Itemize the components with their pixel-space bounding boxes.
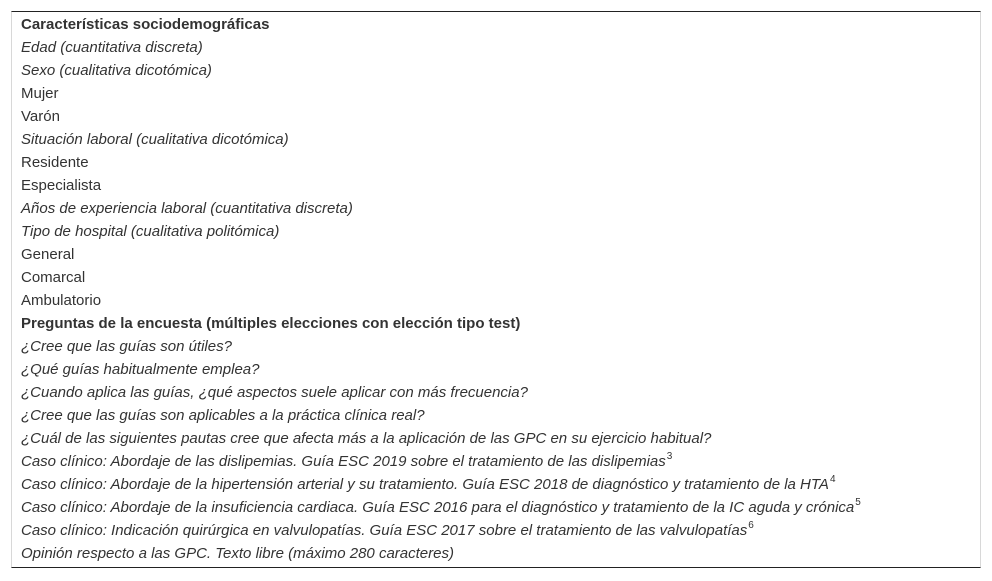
cell-text: Varón — [21, 108, 60, 125]
table-cell — [12, 289, 980, 312]
table-row — [12, 82, 980, 105]
section-heading-text: Características sociodemográficas — [21, 16, 270, 33]
cell-text: ¿Qué guías habitualmente emplea? — [21, 361, 260, 378]
table-cell — [12, 36, 980, 59]
table-cell — [12, 473, 980, 496]
table-body — [12, 12, 980, 567]
reference-superscript: 5 — [855, 497, 861, 508]
table-cell — [12, 59, 980, 82]
cell-text: Caso clínico: Abordaje de las dislipemias. Guía ESC 2019 sobre el tratamiento de las dislipemias — [21, 453, 666, 470]
cell-text: ¿Cree que las guías son útiles? — [21, 338, 232, 355]
table-row — [12, 542, 980, 567]
cell-text: Opinión respecto a las GPC. Texto libre (máximo 280 caracteres) — [21, 545, 454, 562]
table-cell — [12, 381, 980, 404]
table-row — [12, 36, 980, 59]
table-row — [12, 243, 980, 266]
table-cell — [12, 82, 980, 105]
table-cell — [12, 151, 980, 174]
table-row — [12, 12, 980, 36]
table-row — [12, 358, 980, 381]
cell-text: Especialista — [21, 177, 102, 194]
table-cell — [12, 404, 980, 427]
reference-superscript: 3 — [666, 451, 673, 462]
cell-text: Residente — [21, 154, 89, 171]
table-row — [12, 335, 980, 358]
cell-text: Caso clínico: Abordaje de la hipertensión arterial y su tratamiento. Guía ESC 2018 de diagnóstico y tratamiento de la HTA — [21, 476, 829, 493]
survey-variables-table — [11, 11, 981, 568]
section-heading-text: Preguntas de la encuesta (múltiples elecciones con elección tipo test) — [21, 315, 521, 332]
table-row — [12, 427, 980, 450]
cell-text: Edad (cuantitativa discreta) — [21, 39, 203, 56]
cell-text: Mujer — [21, 85, 59, 102]
table-cell — [12, 220, 980, 243]
reference-superscript: 6 — [748, 520, 754, 531]
table-row — [12, 381, 980, 404]
cell-text: Comarcal — [21, 269, 86, 286]
table-cell — [12, 496, 980, 519]
table-row — [12, 289, 980, 312]
section-heading-cell — [12, 12, 980, 36]
table-row — [12, 151, 980, 174]
cell-text: Años de experiencia laboral (cuantitativa discreta) — [21, 200, 353, 217]
cell-text: General — [21, 246, 75, 263]
cell-text: Ambulatorio — [21, 292, 102, 309]
table-cell — [12, 266, 980, 289]
table-row — [12, 59, 980, 82]
table-row — [12, 473, 980, 496]
table-row — [12, 266, 980, 289]
table-cell — [12, 427, 980, 450]
table-cell — [12, 105, 980, 128]
table-row — [12, 312, 980, 335]
table-cell — [12, 335, 980, 358]
table-row — [12, 220, 980, 243]
table-row — [12, 496, 980, 519]
table-row — [12, 174, 980, 197]
reference-superscript: 4 — [829, 474, 836, 485]
table-row — [12, 450, 980, 473]
table — [12, 12, 980, 567]
cell-text: Sexo (cualitativa dicotómica) — [21, 62, 212, 79]
cell-text: Situación laboral (cualitativa dicotómica) — [21, 131, 289, 148]
table-cell — [12, 450, 980, 473]
cell-text: ¿Cuando aplica las guías, ¿qué aspectos suele aplicar con más frecuencia? — [21, 384, 528, 401]
table-row — [12, 128, 980, 151]
cell-text: ¿Cuál de las siguientes pautas cree que afecta más a la aplicación de las GPC en su ejercicio habitual? — [21, 430, 712, 447]
table-cell — [12, 197, 980, 220]
table-cell — [12, 174, 980, 197]
cell-text: Caso clínico: Abordaje de la insuficiencia cardiaca. Guía ESC 2016 para el diagnóstico y tratamiento de la IC aguda y crónica — [21, 499, 855, 516]
cell-text: Tipo de hospital (cualitativa politómica) — [21, 223, 280, 240]
table-cell — [12, 519, 980, 542]
table-row — [12, 197, 980, 220]
table-cell — [12, 128, 980, 151]
table-cell — [12, 358, 980, 381]
section-heading-cell — [12, 312, 980, 335]
table-cell — [12, 243, 980, 266]
cell-text: ¿Cree que las guías son aplicables a la práctica clínica real? — [21, 407, 425, 424]
table-cell — [12, 542, 980, 567]
table-row — [12, 519, 980, 542]
table-row — [12, 105, 980, 128]
cell-text: Caso clínico: Indicación quirúrgica en valvulopatías. Guía ESC 2017 sobre el tratamiento de las valvulopatías — [21, 522, 748, 539]
table-row — [12, 404, 980, 427]
